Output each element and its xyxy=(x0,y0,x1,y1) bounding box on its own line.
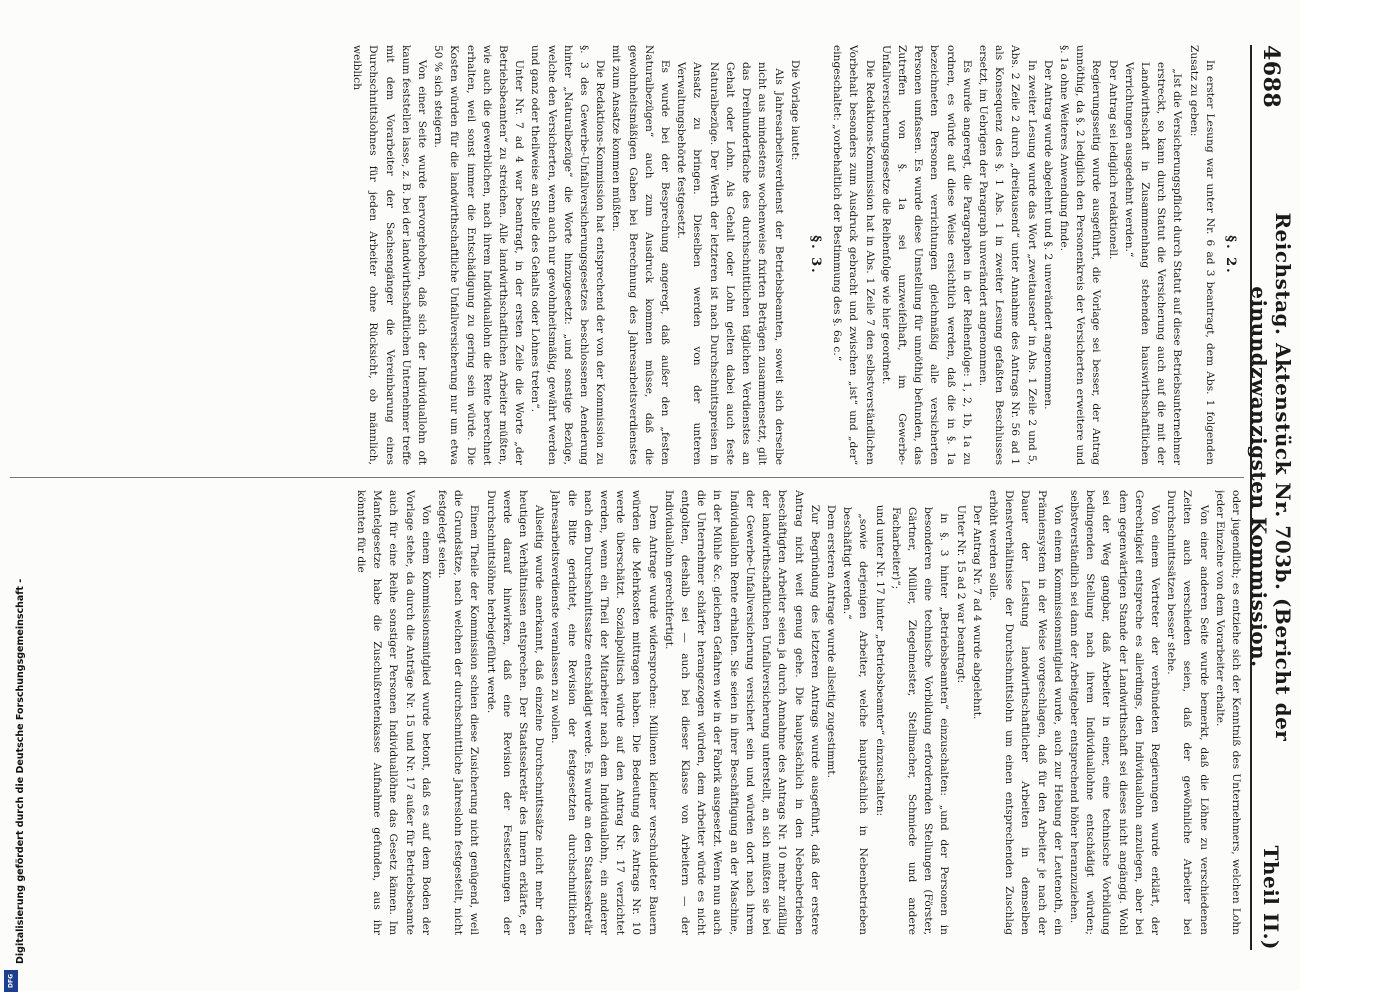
paragraph: Regierungsseitig wurde ausgeführt, die Vorlage sei besser, der Antrag unnöthig, da §. 2 lediglich den Personenkreis der Versicherten erweitere und §. 1a ohne Weiteres Anwendung finde. xyxy=(1057,45,1103,465)
footer-credit: Digitalisierung gefördert durch die Deutsche Forschungsgemeinschaft - xyxy=(15,578,26,964)
paragraph: Es wurde angeregt, die Paragraphen in der Reihenfolge: 1, 2, 1b, 1a zu ordnen, es würde auf diese Weise ersichtlich werden, daß die in §. 1a bezeichneten Personen verrichtungen gleichmäßig alle versicherten Personen umfassen. Es wurde diese Umstellung für unnöthig befunden, das Zutreffen von §. 1a sei unzweifelhaft, im Gewerbe-Unfallversicherungsgesetze die Reihenfolge wie hier geordnet. xyxy=(879,45,973,465)
page-header xyxy=(1247,45,1295,950)
paragraph: Dem ersteren Antrage wurde allseitig zugestimmt. xyxy=(824,504,837,778)
paragraph: In erster Lesung war unter Nr. 6 ad 3 beantragt, dem Abs. 1 folgenden Zusatz zu geben: xyxy=(1187,45,1216,465)
paragraph: Die Vorlage lautet: xyxy=(788,59,801,161)
paragraph: Unter Nr. 7 ad 4 war beantragt, in der ersten Zeile die Worte „der Betriebsbeamten“ zu streichen. Alle landwirthschaftlichen Arbeiter müßten, wie auch die gewerblichen, nach ihrem Individuallohn die Rente berechnet erhalten, weil sonst immer die Entschädigung zu gering sein würde. Die Kosten würden für die landwirthschaftliche Unfallversicherung nur um etwa 50 % sich steigern. xyxy=(432,45,526,465)
section-heading: §. 2. xyxy=(1223,235,1238,275)
quoted-text: in §. 3 hinter „Betriebsbeamten“ einzuschalten: „und der Personen in besonderen eine technische Vorbildung erfordernden Stellungen (Förster, Gärtner, Müller, Ziegelmeister, Stellmacher, Schmiede und andere Facharbeiter)“; xyxy=(889,506,951,935)
page-part: Theil II.) xyxy=(1259,845,1283,950)
quoted-text: Als Jahresarbeitsverdienst der Betriebsbeamten, soweit sich derselbe nicht aus mindestens wochenweise fixirten Beträgen zusammensetzt, gilt das Dreihundertfache des durchschnittlichen täglichen Verdienstes an Gehalt oder Lohn. Als Gehalt oder Lohn gelten dabei auch feste Naturalbezüge. Der Werth der letzteren ist nach Durchschnittspreisen in Ansatz zu bringen. Dieselben werden von der unteren Verwaltungsbehörde festgesetzt. xyxy=(675,61,785,465)
paragraph: Allseitig wurde anerkannt, daß einzelne Durchschnittssätze nicht mehr den heutigen Verhältnissen entsprechen. Der Staatssekretär des Innern erklärte, er werde darauf hinwirken, daß eine Revision der Festsetzungen der Durchschnittslöhne herbeigeführt werde. xyxy=(484,490,546,935)
dfg-logo: DFG xyxy=(4,970,18,992)
paragraph: und unter Nr. 17 hinter „Betriebsbeamter“ einzuschalten: xyxy=(873,504,886,817)
paragraph: Von einem Kommissionsmitglied wurde betont, daß es auf dem Boden der Vorlage stehe, da durch die Anträge Nr. 15 und Nr. 17 außer für Betriebsbeamte auch für eine Reihe sonstiger Personen Individuallöhne das Gesetz kämen. Im Mantelgesetze habe die Zuschußrentenkasse Aufnahme gefunden, aus ihr könnten für die xyxy=(355,490,432,935)
left-column xyxy=(10,45,1244,465)
page-number: 4688 xyxy=(1258,45,1284,109)
paragraph: oder jugendlich; es entziehe sich der Kenntniß des Unternehmers, welchen Lohn jeder Einzelne von dem Vorarbeiter erhalte. xyxy=(1213,490,1242,935)
paragraph: Es wurde bei der Besprechung angeregt, daß außer den „festen Naturalbezügen“ auch zum Ausdruck kommen müsse, daß die gewohnheitsmäßigen Gaben bei Berechnung des Jahresarbeitsverdienstes mit zum Ansatze kommen müßten. xyxy=(610,45,672,465)
paragraph: Von einem Kommissionsmitglied wurde, auch zur Hebung der Leutenoth, ein Prämiensystem in der Weise vorgeschlagen, daß für den Arbeiter je nach der Dauer der Leistung landwirthschaftlicher Arbeiten in demselben Dienstverhältnisse der Durchschnittslohn um einen entsprechenden Zuschlag erhöht werden solle. xyxy=(986,490,1064,935)
paragraph: Der Antrag sei lediglich redaktionell. xyxy=(1106,59,1119,260)
paragraph: Die Redaktions-Kommission hat in Abs. 1 Zeile 7 den selbstverständlichen Vorbehalt besonders zum Ausdruck gebracht und zwischen „ist“ und „der“ eingeschaltet: „vorbehaltlich der Bestimmung des §. 6a c.“ xyxy=(831,45,876,465)
paragraph: Einem Theile der Kommission schien diese Zusicherung nicht genügend, weil die Grundsätze, nach welchen der durchschnittliche Jahreslohn festgestellt, nicht festgelegt seien. xyxy=(436,490,481,935)
paragraph: In zweiter Lesung wurde das Wort „zweitausend“ in Abs. 1 Zeile 2 und 5, Abs. 2 Zeile 2 durch „dreitausend“ unter Annahme des Antrags Nr. 56 ad 1 als Konsequenz des §. 1 Abs. 1 in zweiter Lesung gefaßten Beschlusses ersetzt, im Uebrigen der Paragraph unverändert angenommen. xyxy=(976,45,1038,465)
section-heading: §. 3. xyxy=(807,235,823,275)
paragraph: Von einem Vertreter der verbündeten Regierungen wurde erklärt, der Gerechtigkeit entspreche es allerdings, den Individuallohn anzulegen, aber bei dem gegenwärtigen Stande der Landwirthschaft sei dieses nicht angängig. Wohl sei der Weg gangbar, daß Arbeiter in einer, eine technische Vorbildung bedingenden Stellung nach ihrem Individuallohne entschädigt würden; selbstverständlich sei dann der Arbeitgeber entsprechend höher heranzuziehen. xyxy=(1067,490,1161,935)
paragraph: Der Antrag wurde abgelehnt und §. 2 unverändert angenommen. xyxy=(1041,59,1054,410)
paragraph: Von einer Seite wurde hervorgehoben, daß sich der Individuallohn oft kaum feststellen lasse, z. B. bei der landwirthschaftlichen Unternehmer treffe mit dem Vorarbeiter der Sachsengänger die Vereinbarung eines Durchschnittslohnes für jeden Arbeiter ohne Rücksicht, ob männlich, weiblich xyxy=(351,45,429,465)
quoted-text: „Ist die Versicherungspflicht durch Statut auf diese Betriebsunternehmer erstreckt, so kann durch Statut die Versicherung auch auf die mit der Landwirthschaft in Zusammenhang stehenden hauswirthschaftlichen Verrichtungen ausgedehnt werden.“ xyxy=(1122,61,1184,465)
column-divider xyxy=(10,477,1244,478)
paragraph: Die Redaktions-Kommission hat entsprechend der von der Kommission zu §. 3 des Gewerbe-Unfallversicherungsgesetzes beschlossenen Aenderung hinter „Naturalbezüge“ die Worte hinzugesetzt: „und sonstige Bezüge, welche den Versicherten, wenn auch nur gewohnheitsmäßig, gewährt werden und ganz oder theilweise an Stelle des Gehalts oder Lohnes treten“. xyxy=(529,45,607,465)
quoted-text: „sowie derjenigen Arbeiter, welche hauptsächlich in Nebenbetrieben beschäftigt werden.“ xyxy=(841,506,870,935)
paragraph: Der Antrag Nr. 7 ad 4 wurde abgelehnt. xyxy=(970,504,983,720)
paragraph: Von einer anderen Seite wurde bemerkt, daß die Löhne zu verschiedenen Zeiten auch verschieden seien, daß der gewöhnliche Arbeiter bei Durchschnittssätzen besser stehe. xyxy=(1165,490,1210,935)
paragraph: Zur Begründung des letzteren Antrags wurde ausgeführt, daß der erstere Antrag nicht weit genug gehe. Die hauptsächlich in den Nebenbetrieben beschäftigten Arbeiter seien ja durch Annahme des Antrags Nr. 10 mehr zufällig der landwirthschaftlichen Unfallversicherung unterstellt, an sich müßten sie bei der Gewerbe-Unfallversicherung versichert sein und würden dort nach ihrem Individuallohn Rente erhalten. Sie seien in ihrer Beschäftigung an der Maschine, in der Mühle &c. gleichen Gefahren wie in der Fabrik ausgesetzt. Wenn nun auch die Unternehmer schärfer herangezogen würden, dem Arbeiter würde es nicht entgolten, deshalb sei — auch bei dieser Klasse von Arbeitern — der Individuallohn gerechtfertigt. xyxy=(662,490,821,935)
paragraph: Dem Antrage wurde widersprochen: Millionen kleiner verschuldeter Bauern würden die Mehrkosten mittragen haben. Die Bedeutung des Antrags Nr. 10 werde überschätzt. Sozialpolitisch würde auf den Antrag Nr. 17 verzichtet werden, wenn ein Theil der Mitarbeiter nach dem Individuallohn, ein anderer nach dem Durchschnittssatze entschädigt werde. Es wurde an den Staatssekretär die Bitte gerichtet, eine Revision der festgesetzten durchschnittlichen Jahresarbeitsverdienste veranlassen zu wollen. xyxy=(549,490,659,935)
page-title: Reichstag. Aktenstück Nr. 703b. (Bericht der einundzwanzigsten Kommission. xyxy=(1247,212,1295,742)
right-column xyxy=(10,490,1244,935)
paragraph: Unter Nr. 15 ad 2 war beantragt: xyxy=(954,504,967,684)
digitization-footer xyxy=(0,0,30,1000)
